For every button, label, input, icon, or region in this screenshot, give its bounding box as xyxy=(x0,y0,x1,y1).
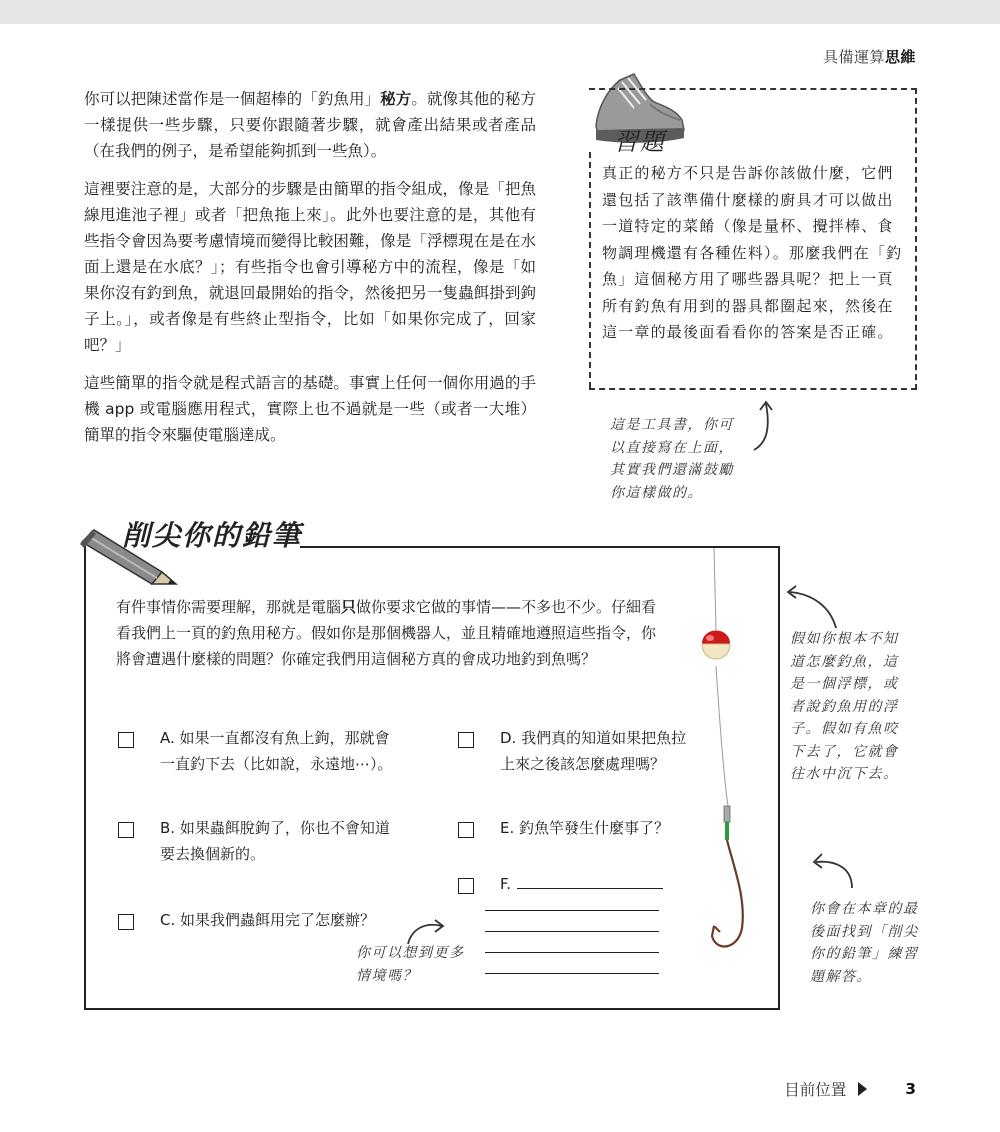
option-c xyxy=(118,908,398,934)
sharpen-intro: 有件事情你需要理解，那就是電腦只做你要求它做的事情——不多也不少。仔細看看我們上一頁的釣魚用秘方。假如你是那個機器人，並且精確地遵照這些指令，你將會遭遇什麼樣的問題？你確定我們用這個秘方真的會成功地釣到魚嗎？ xyxy=(116,598,657,668)
checkbox-f[interactable] xyxy=(458,878,474,894)
sharpen-title: 削尖你的鉛筆 xyxy=(122,519,303,552)
option-a-label: A. 如果一直都沒有魚上鉤，那就會一直釣下去（比如說，永遠地⋯）。 xyxy=(160,729,393,773)
note-answers: 你會在本章的最 後面找到「削尖 你的鉛筆」練習 題解答。 xyxy=(810,901,919,985)
fishing-hook-illustration xyxy=(690,548,770,958)
paragraph-1: 你可以把陳述當作是一個超棒的「釣魚用」秘方。就像其他的秘方一樣提供一些步驟，只要你跟隨著步驟，就會產出結果或者產品（在我們的例子，是希望能夠抓到一些魚）。 xyxy=(84,90,536,160)
answer-line[interactable] xyxy=(485,973,659,974)
option-a xyxy=(118,726,398,777)
running-header: 具備運算思維 xyxy=(822,48,916,66)
answer-line[interactable] xyxy=(485,910,659,911)
checkbox-b[interactable] xyxy=(118,822,134,838)
option-e xyxy=(458,816,688,842)
option-e-label: E. 釣魚竿發生什麼事了？ xyxy=(500,819,670,837)
checkbox-d[interactable] xyxy=(458,732,474,748)
option-d xyxy=(458,726,688,777)
footer xyxy=(784,1078,916,1100)
bobber-icon xyxy=(702,631,730,660)
option-f xyxy=(458,872,668,898)
paragraph-3: 這些簡單的指令就是程式語言的基礎。事實上任何一個你用過的手機 app 或電腦應用程式，實際上也不過就是一些（或者一大堆）簡單的指令來驅使電腦達成。 xyxy=(84,374,536,444)
option-f-label: F. xyxy=(500,875,511,893)
curved-arrow-icon xyxy=(806,846,858,892)
option-b-label: B. 如果蟲餌脫鉤了，你也不會知道要去換個新的。 xyxy=(160,819,390,863)
checkbox-e[interactable] xyxy=(458,822,474,838)
note-bobber: 假如你根本不知 道怎麼釣魚，這 是一個浮標，或 者說釣魚用的浮 子。假如有魚咬 下去了，它就會 往水中沉下去。 xyxy=(790,631,899,782)
body-text xyxy=(84,86,536,460)
note-more-scenarios: 你可以想到更多 情境嗎？ xyxy=(356,945,465,984)
exercise-label: 習題 xyxy=(614,128,666,156)
answer-line[interactable] xyxy=(485,952,659,953)
note-tool-book: 這是工具書，你可 以直接寫在上面， 其實我們還滿鼓勵 你這樣做的。 xyxy=(610,417,734,501)
exercise-text: 真正的秘方不只是告訴你該做什麼，它們還包括了該準備什麼樣的廚具才可以做出一道特定的菜餚（像是量杯、攪拌棒、食物調理機還有各種佐料）。那麼我們在「釣魚」這個秘方用了哪些器具呢？把上一頁所有釣魚有用到的器具都圈起來，然後在這一章的最後面看看你的答案是否正確。 xyxy=(602,164,903,341)
play-triangle-icon xyxy=(858,1082,867,1096)
paragraph-2: 這裡要注意的是，大部分的步驟是由簡單的指令組成，像是「把魚線甩進池子裡」或者「把魚拖上來」。此外也要注意的是，其他有些指令會因為要考慮情境而變得比較困難，像是「浮標現在是在水面上還是在水底？」；有些指令也會引導秘方中的流程，像是「如果你沒有釣到魚，就退回最開始的指令，然後把另一隻蟲餌掛到鉤子上。」，或者像是有些終止型指令，比如「如果你完成了，回家吧？」 xyxy=(84,180,536,354)
top-bar xyxy=(0,0,1000,24)
exercise-box-left-border xyxy=(589,152,591,388)
curved-arrow-icon xyxy=(404,914,448,948)
curved-arrow-icon xyxy=(748,398,782,454)
option-d-label: D. 我們真的知道如果把魚拉上來之後該怎麼處理嗎？ xyxy=(500,729,687,773)
option-f-blank[interactable] xyxy=(517,872,663,889)
footer-label: 目前位置 xyxy=(784,1081,847,1099)
option-b xyxy=(118,816,398,867)
option-c-label: C. 如果我們蟲餌用完了怎麼辦？ xyxy=(160,911,376,929)
page-number: 3 xyxy=(905,1080,916,1098)
checkbox-c[interactable] xyxy=(118,914,134,930)
checkbox-a[interactable] xyxy=(118,732,134,748)
curved-arrow-icon xyxy=(782,582,842,632)
answer-line[interactable] xyxy=(485,931,659,932)
running-header-emphasis: 思維 xyxy=(884,48,916,66)
